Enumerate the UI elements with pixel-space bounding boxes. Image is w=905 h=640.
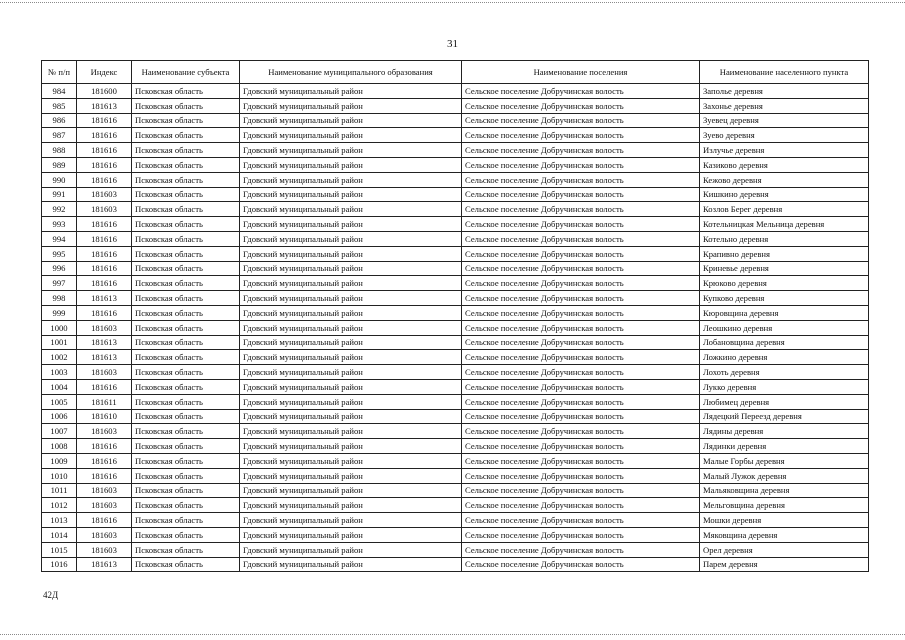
cell-num: 1015 [42,542,77,557]
cell-locality: Леошкино деревня [700,320,869,335]
cell-locality: Лядецкий Переезд деревня [700,409,869,424]
cell-settlement: Сельское поселение Добручинская волость [462,557,700,572]
table-row [42,187,869,202]
header-row [42,61,869,84]
cell-index: 181613 [77,291,132,306]
cell-settlement: Сельское поселение Добручинская волость [462,261,700,276]
cell-municipality: Гдовский муниципальный район [240,557,462,572]
table-row [42,439,869,454]
cell-subject: Псковская область [132,276,240,291]
cell-locality: Котельно деревня [700,231,869,246]
table-row [42,350,869,365]
cell-municipality: Гдовский муниципальный район [240,98,462,113]
cell-municipality: Гдовский муниципальный район [240,335,462,350]
cell-num: 1009 [42,453,77,468]
cell-index: 181613 [77,557,132,572]
table-row [42,113,869,128]
scan-edge-top [0,2,905,4]
cell-index: 181616 [77,217,132,232]
cell-municipality: Гдовский муниципальный район [240,379,462,394]
cell-index: 181616 [77,379,132,394]
cell-settlement: Сельское поселение Добручинская волость [462,84,700,99]
cell-locality: Зуево деревня [700,128,869,143]
cell-settlement: Сельское поселение Добручинская волость [462,394,700,409]
table-row [42,453,869,468]
cell-subject: Псковская область [132,172,240,187]
cell-locality: Лукко деревня [700,379,869,394]
cell-municipality: Гдовский муниципальный район [240,350,462,365]
cell-locality: Крюково деревня [700,276,869,291]
cell-locality: Кюровщина деревня [700,305,869,320]
table-row [42,246,869,261]
cell-subject: Псковская область [132,424,240,439]
cell-num: 1004 [42,379,77,394]
cell-locality: Казиково деревня [700,157,869,172]
cell-settlement: Сельское поселение Добручинская волость [462,217,700,232]
cell-num: 988 [42,143,77,158]
cell-municipality: Гдовский муниципальный район [240,498,462,513]
cell-locality: Крапивно деревня [700,246,869,261]
cell-subject: Псковская область [132,468,240,483]
cell-municipality: Гдовский муниципальный район [240,261,462,276]
cell-subject: Псковская область [132,542,240,557]
cell-num: 990 [42,172,77,187]
cell-locality: Заполье деревня [700,84,869,99]
cell-num: 1012 [42,498,77,513]
cell-num: 993 [42,217,77,232]
cell-subject: Псковская область [132,320,240,335]
cell-locality: Ложкино деревня [700,350,869,365]
table-row [42,379,869,394]
table-row [42,305,869,320]
cell-municipality: Гдовский муниципальный район [240,202,462,217]
cell-num: 986 [42,113,77,128]
cell-index: 181611 [77,394,132,409]
table-row [42,172,869,187]
cell-num: 992 [42,202,77,217]
cell-num: 1003 [42,365,77,380]
cell-locality: Любимец деревня [700,394,869,409]
cell-settlement: Сельское поселение Добручинская волость [462,231,700,246]
table-row [42,157,869,172]
cell-municipality: Гдовский муниципальный район [240,231,462,246]
cell-subject: Псковская область [132,98,240,113]
cell-num: 1008 [42,439,77,454]
cell-subject: Псковская область [132,453,240,468]
cell-subject: Псковская область [132,527,240,542]
cell-num: 985 [42,98,77,113]
cell-index: 181600 [77,84,132,99]
header-settlement: Наименование поселения [462,61,700,84]
cell-settlement: Сельское поселение Добручинская волость [462,350,700,365]
table-row [42,291,869,306]
cell-index: 181616 [77,513,132,528]
cell-municipality: Гдовский муниципальный район [240,84,462,99]
cell-locality: Лядинки деревня [700,439,869,454]
cell-index: 181603 [77,424,132,439]
cell-municipality: Гдовский муниципальный район [240,217,462,232]
table-row [42,98,869,113]
cell-index: 181616 [77,439,132,454]
cell-locality: Зуевец деревня [700,113,869,128]
cell-municipality: Гдовский муниципальный район [240,453,462,468]
table-row [42,513,869,528]
cell-municipality: Гдовский муниципальный район [240,172,462,187]
locality-table [41,60,869,572]
table-row [42,527,869,542]
cell-num: 1000 [42,320,77,335]
cell-locality: Лобановщина деревня [700,335,869,350]
header-municipality: Наименование муниципального образования [240,61,462,84]
cell-settlement: Сельское поселение Добручинская волость [462,320,700,335]
table-body [42,84,869,572]
cell-subject: Псковская область [132,113,240,128]
cell-locality: Мельговщина деревня [700,498,869,513]
cell-num: 1011 [42,483,77,498]
cell-locality: Лохоть деревня [700,365,869,380]
footer-code: 42Д [43,590,59,600]
cell-settlement: Сельское поселение Добручинская волость [462,172,700,187]
cell-index: 181616 [77,246,132,261]
cell-settlement: Сельское поселение Добручинская волость [462,439,700,454]
cell-subject: Псковская область [132,379,240,394]
cell-index: 181616 [77,128,132,143]
cell-municipality: Гдовский муниципальный район [240,468,462,483]
cell-index: 181616 [77,453,132,468]
cell-num: 1001 [42,335,77,350]
cell-subject: Псковская область [132,498,240,513]
cell-settlement: Сельское поселение Добручинская волость [462,498,700,513]
table-row [42,483,869,498]
cell-subject: Псковская область [132,246,240,261]
table-row [42,128,869,143]
cell-municipality: Гдовский муниципальный район [240,513,462,528]
cell-settlement: Сельское поселение Добручинская волость [462,143,700,158]
cell-num: 1014 [42,527,77,542]
table-row [42,143,869,158]
cell-num: 1016 [42,557,77,572]
cell-subject: Псковская область [132,483,240,498]
cell-num: 999 [42,305,77,320]
cell-municipality: Гдовский муниципальный район [240,157,462,172]
cell-settlement: Сельское поселение Добручинская волость [462,542,700,557]
table-row [42,557,869,572]
cell-index: 181616 [77,172,132,187]
table-row [42,231,869,246]
cell-num: 987 [42,128,77,143]
header-num: № п/п [42,61,77,84]
cell-subject: Псковская область [132,291,240,306]
cell-municipality: Гдовский муниципальный район [240,424,462,439]
cell-locality: Котельницкая Мельница деревня [700,217,869,232]
cell-municipality: Гдовский муниципальный район [240,143,462,158]
cell-settlement: Сельское поселение Добручинская волость [462,409,700,424]
cell-index: 181616 [77,261,132,276]
cell-settlement: Сельское поселение Добручинская волость [462,128,700,143]
cell-index: 181603 [77,483,132,498]
cell-index: 181616 [77,231,132,246]
table-row [42,424,869,439]
table-row [42,365,869,380]
cell-settlement: Сельское поселение Добручинская волость [462,365,700,380]
cell-index: 181616 [77,143,132,158]
cell-settlement: Сельское поселение Добручинская волость [462,276,700,291]
cell-subject: Псковская область [132,557,240,572]
cell-municipality: Гдовский муниципальный район [240,409,462,424]
cell-municipality: Гдовский муниципальный район [240,394,462,409]
header-locality: Наименование населенного пункта [700,61,869,84]
cell-municipality: Гдовский муниципальный район [240,113,462,128]
cell-index: 181616 [77,157,132,172]
cell-num: 997 [42,276,77,291]
cell-index: 181603 [77,527,132,542]
cell-index: 181616 [77,276,132,291]
cell-subject: Псковская область [132,84,240,99]
cell-settlement: Сельское поселение Добручинская волость [462,424,700,439]
cell-locality: Малый Лужок деревня [700,468,869,483]
cell-municipality: Гдовский муниципальный район [240,365,462,380]
cell-settlement: Сельское поселение Добручинская волость [462,453,700,468]
cell-num: 994 [42,231,77,246]
cell-locality: Лядины деревня [700,424,869,439]
cell-subject: Псковская область [132,513,240,528]
cell-index: 181616 [77,468,132,483]
cell-num: 1005 [42,394,77,409]
cell-locality: Кежово деревня [700,172,869,187]
cell-settlement: Сельское поселение Добручинская волость [462,527,700,542]
cell-index: 181603 [77,542,132,557]
cell-settlement: Сельское поселение Добручинская волость [462,379,700,394]
cell-subject: Псковская область [132,231,240,246]
cell-settlement: Сельское поселение Добручинская волость [462,335,700,350]
table-row [42,276,869,291]
cell-subject: Псковская область [132,261,240,276]
cell-municipality: Гдовский муниципальный район [240,527,462,542]
table-row [42,84,869,99]
cell-locality: Козлов Берег деревня [700,202,869,217]
cell-num: 995 [42,246,77,261]
table-row [42,394,869,409]
cell-settlement: Сельское поселение Добручинская волость [462,468,700,483]
cell-settlement: Сельское поселение Добручинская волость [462,291,700,306]
cell-settlement: Сельское поселение Добручинская волость [462,246,700,261]
cell-num: 989 [42,157,77,172]
cell-index: 181613 [77,98,132,113]
cell-num: 998 [42,291,77,306]
cell-subject: Псковская область [132,128,240,143]
cell-municipality: Гдовский муниципальный район [240,291,462,306]
cell-subject: Псковская область [132,394,240,409]
table-row [42,335,869,350]
scan-edge-bottom [0,634,905,636]
table-row [42,320,869,335]
cell-locality: Орел деревня [700,542,869,557]
cell-index: 181616 [77,113,132,128]
cell-num: 996 [42,261,77,276]
table-row [42,217,869,232]
cell-subject: Псковская область [132,187,240,202]
header-index: Индекс [77,61,132,84]
cell-num: 1007 [42,424,77,439]
table-header [42,61,869,84]
cell-index: 181613 [77,350,132,365]
cell-settlement: Сельское поселение Добручинская волость [462,483,700,498]
cell-municipality: Гдовский муниципальный район [240,246,462,261]
cell-settlement: Сельское поселение Добручинская волость [462,305,700,320]
cell-locality: Мальяковщина деревня [700,483,869,498]
cell-settlement: Сельское поселение Добручинская волость [462,113,700,128]
cell-index: 181603 [77,320,132,335]
cell-index: 181603 [77,187,132,202]
cell-index: 181613 [77,335,132,350]
cell-num: 1002 [42,350,77,365]
cell-subject: Псковская область [132,305,240,320]
cell-index: 181616 [77,305,132,320]
cell-settlement: Сельское поселение Добручинская волость [462,157,700,172]
cell-locality: Мяковщина деревня [700,527,869,542]
cell-municipality: Гдовский муниципальный район [240,483,462,498]
table-row [42,409,869,424]
cell-num: 1013 [42,513,77,528]
locality-table-container [41,60,868,572]
table-row [42,542,869,557]
cell-num: 1006 [42,409,77,424]
cell-municipality: Гдовский муниципальный район [240,542,462,557]
cell-subject: Псковская область [132,409,240,424]
table-row [42,202,869,217]
cell-settlement: Сельское поселение Добручинская волость [462,98,700,113]
cell-municipality: Гдовский муниципальный район [240,320,462,335]
cell-municipality: Гдовский муниципальный район [240,439,462,454]
cell-subject: Псковская область [132,350,240,365]
cell-municipality: Гдовский муниципальный район [240,276,462,291]
cell-locality: Криневье деревня [700,261,869,276]
cell-index: 181610 [77,409,132,424]
cell-municipality: Гдовский муниципальный район [240,128,462,143]
cell-subject: Псковская область [132,202,240,217]
cell-locality: Излучье деревня [700,143,869,158]
cell-locality: Кишкино деревня [700,187,869,202]
cell-index: 181603 [77,498,132,513]
cell-index: 181603 [77,365,132,380]
cell-locality: Парем деревня [700,557,869,572]
header-subject: Наименование субъекта [132,61,240,84]
cell-locality: Купково деревня [700,291,869,306]
table-row [42,498,869,513]
cell-subject: Псковская область [132,143,240,158]
cell-municipality: Гдовский муниципальный район [240,305,462,320]
cell-settlement: Сельское поселение Добручинская волость [462,513,700,528]
cell-subject: Псковская область [132,439,240,454]
cell-settlement: Сельское поселение Добручинская волость [462,202,700,217]
cell-num: 984 [42,84,77,99]
cell-subject: Псковская область [132,335,240,350]
cell-locality: Малые Горбы деревня [700,453,869,468]
cell-municipality: Гдовский муниципальный район [240,187,462,202]
cell-settlement: Сельское поселение Добручинская волость [462,187,700,202]
table-row [42,468,869,483]
table-row [42,261,869,276]
cell-locality: Мошки деревня [700,513,869,528]
cell-locality: Захонье деревня [700,98,869,113]
page-number: 31 [447,38,458,50]
cell-subject: Псковская область [132,157,240,172]
cell-num: 991 [42,187,77,202]
cell-subject: Псковская область [132,365,240,380]
cell-num: 1010 [42,468,77,483]
cell-index: 181603 [77,202,132,217]
cell-subject: Псковская область [132,217,240,232]
